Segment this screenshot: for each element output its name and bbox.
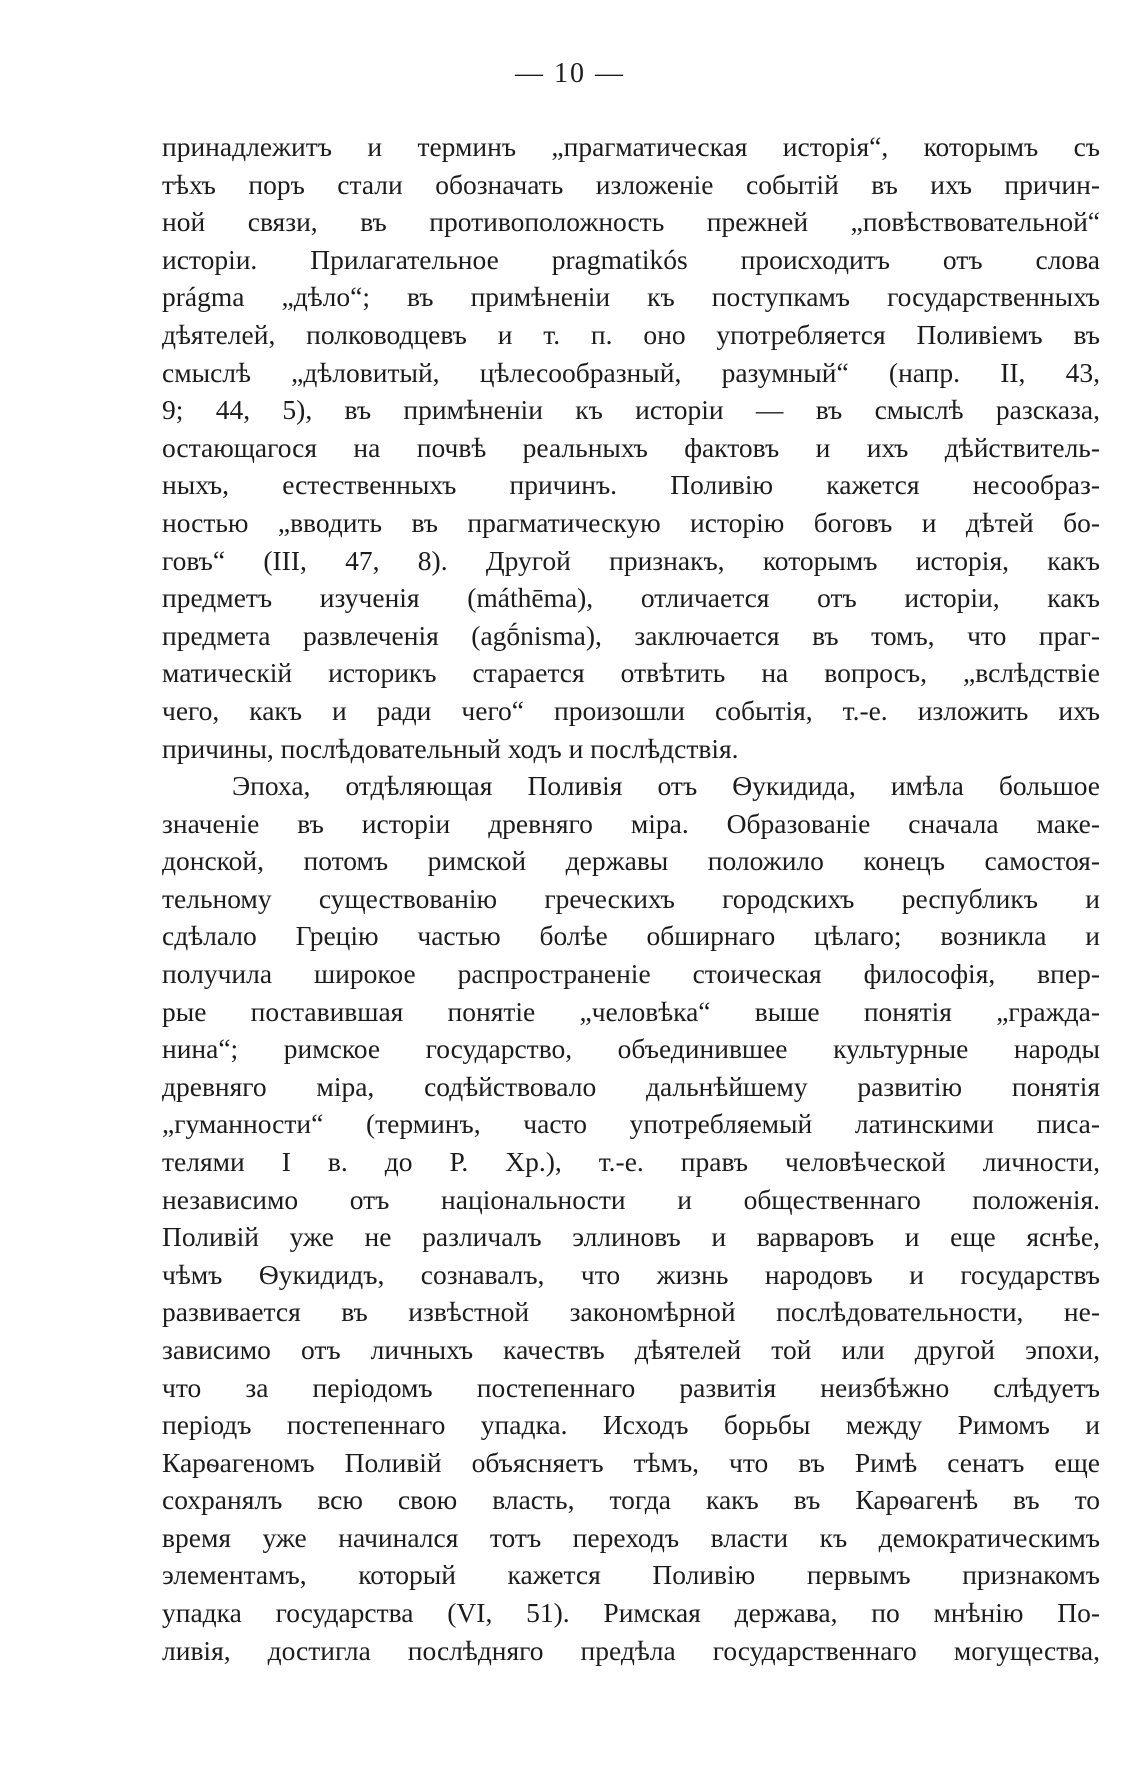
- text-line: ной связи, въ противоположность прежней „повѣствовательной“: [162, 206, 1100, 238]
- text-line: тельному существованію греческихъ городскихъ республикъ и: [162, 882, 1100, 914]
- paragraph-1: [162, 128, 1100, 767]
- text-line: древняго міра, содѣйствовало дальнѣйшему развитію понятія: [162, 1070, 1100, 1102]
- text-line: ныхъ, естественныхъ причинъ. Поливію кажется несообраз-: [162, 469, 1100, 501]
- text-line: Карѳагеномъ Поливій объясняетъ тѣмъ, что въ Римѣ сенатъ еще: [162, 1446, 1100, 1478]
- text-line: Поливій уже не различалъ эллиновъ и варваровъ и еще яснѣе,: [162, 1221, 1100, 1253]
- text-line: время уже начинался тотъ переходъ власти къ демократическимъ: [162, 1521, 1100, 1553]
- text-line: сохранялъ всю свою власть, тогда какъ въ Карѳагенѣ въ то: [162, 1484, 1100, 1516]
- text-line: „гуманности“ (терминъ, часто употребляемый латинскими писа-: [162, 1108, 1100, 1140]
- text-line: элементамъ, который кажется Поливію первымъ признакомъ: [162, 1559, 1100, 1591]
- text-line: чѣмъ Ѳукидидъ, сознавалъ, что жизнь народовъ и государствъ: [162, 1258, 1100, 1290]
- text-line: предметъ изученія (máthēma), отличается отъ исторіи, какъ: [162, 582, 1100, 614]
- text-line: причины, послѣдовательный ходъ и послѣдствія.: [162, 732, 739, 764]
- text-line: развивается въ извѣстной закономѣрной послѣдовательности, не-: [162, 1296, 1100, 1328]
- text-line: зависимо отъ личныхъ качествъ дѣятелей той или другой эпохи,: [162, 1333, 1100, 1365]
- text-line: нина“; римское государство, объединившее культурные народы: [162, 1033, 1100, 1065]
- text-line: дѣятелей, полководцевъ и т. п. оно употребляется Поливіемъ въ: [162, 318, 1100, 350]
- text-line: чего, какъ и ради чего“ произошли событія, т.-е. изложить ихъ: [162, 694, 1100, 726]
- text-line: матическій историкъ старается отвѣтить на вопросъ, „вслѣдствіе: [162, 657, 1100, 689]
- text-line: prágma „дѣло“; въ примѣненіи къ поступкамъ государственныхъ: [162, 281, 1100, 313]
- text-line: сдѣлало Грецію частью болѣе обширнаго цѣлаго; возникла и: [162, 920, 1100, 952]
- text-line: получила широкое распространеніе стоическая философія, впер-: [162, 957, 1100, 989]
- text-line: тѣхъ поръ стали обозначать изложеніе событій въ ихъ причин-: [162, 168, 1100, 200]
- text-line: періодъ постепеннаго упадка. Исходъ борьбы между Римомъ и: [162, 1409, 1100, 1441]
- text-line: исторіи. Прилагательное pragmatikós происходитъ отъ слова: [162, 243, 1100, 275]
- text-line: остающагося на почвѣ реальныхъ фактовъ и ихъ дѣйствитель-: [162, 431, 1100, 463]
- text-line: упадка государства (VI, 51). Римская держава, по мнѣнію По-: [162, 1597, 1100, 1629]
- text-line: донской, потомъ римской державы положило конецъ самостоя-: [162, 845, 1100, 877]
- text-line: 9; 44, 5), въ примѣненіи къ исторіи — въ смыслѣ разсказа,: [162, 394, 1100, 426]
- text-line: ностью „вводить въ прагматическую исторію боговъ и дѣтей бо-: [162, 506, 1100, 538]
- text-line: Эпоха, отдѣляющая Поливія отъ Ѳукидида, имѣла большое: [232, 770, 1100, 801]
- text-line: говъ“ (III, 47, 8). Другой признакъ, которымъ исторія, какъ: [162, 544, 1100, 576]
- paragraph-2: [162, 767, 1100, 1669]
- text-line: что за періодомъ постепеннаго развитія неизбѣжно слѣдуетъ: [162, 1371, 1100, 1403]
- text-line: принадлежитъ и терминъ „прагматическая исторія“, которымъ съ: [162, 131, 1100, 162]
- text-line: рые поставившая понятіе „человѣка“ выше понятія „гражда-: [162, 995, 1100, 1027]
- text-line: предмета развлеченія (agṓnisma), заключается въ томъ, что праг-: [162, 619, 1100, 651]
- text-line: телями I в. до Р. Хр.), т.-е. правъ человѣческой личности,: [162, 1145, 1100, 1177]
- text-line: смыслѣ „дѣловитый, цѣлесообразный, разумный“ (напр. II, 43,: [162, 356, 1100, 388]
- text-line: ливія, достигла послѣдняго предѣла государственнаго могущества,: [162, 1634, 1100, 1666]
- page-number: — 10 —: [515, 58, 625, 89]
- text-line: независимо отъ національности и общественнаго положенія.: [162, 1183, 1100, 1215]
- text-line: значеніе въ исторіи древняго міра. Образованіе сначала маке-: [162, 807, 1100, 839]
